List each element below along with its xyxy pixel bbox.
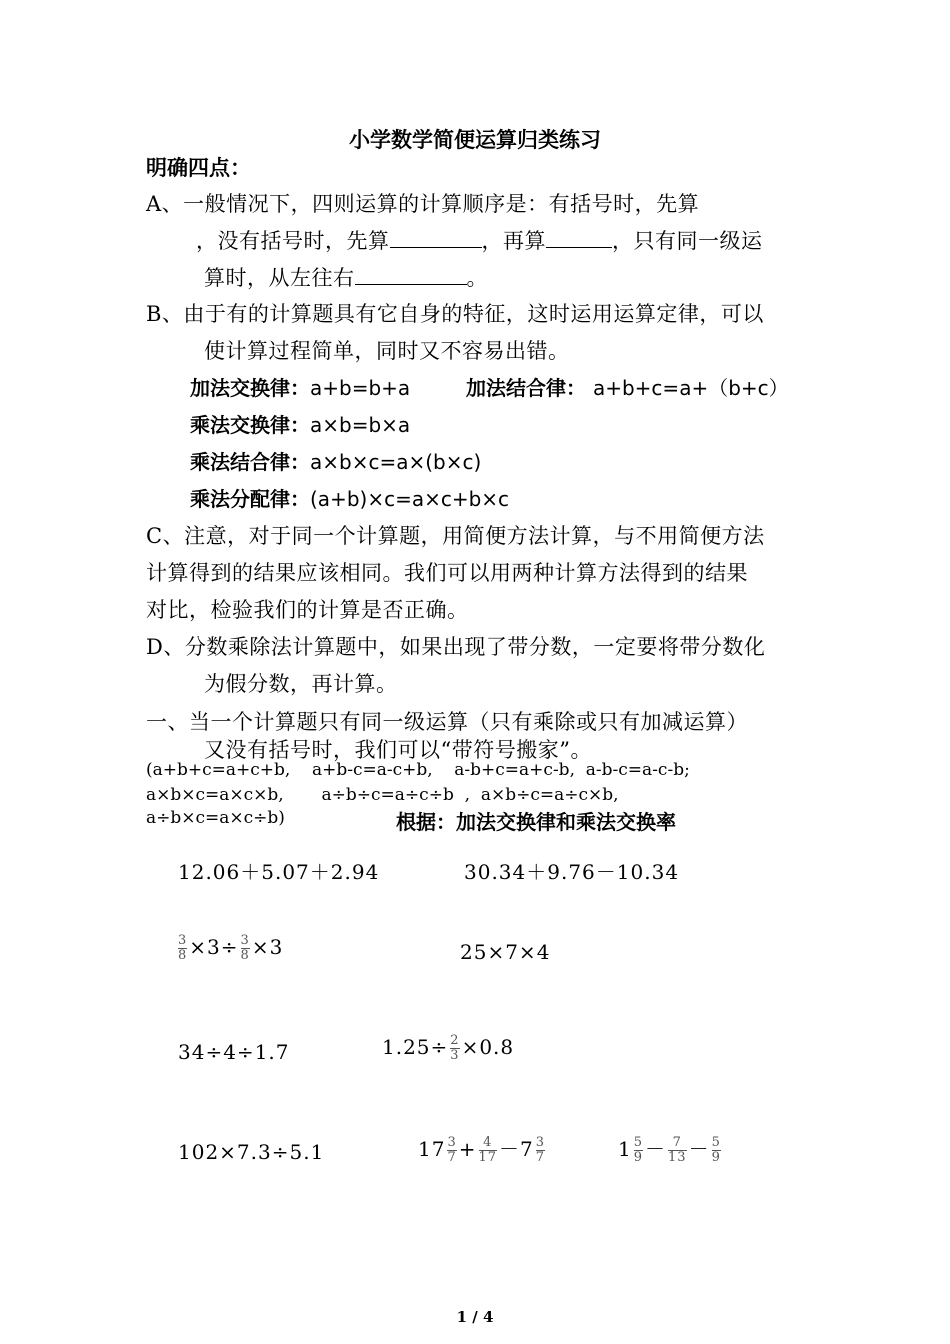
- fraction-numerator: 2: [450, 1033, 460, 1048]
- fraction-denominator: 8: [178, 948, 188, 963]
- point-a-text: ，没有括号时，先算: [196, 229, 390, 253]
- law-expression: (a+b)×c=a×c+b×c: [310, 487, 510, 511]
- fraction: [479, 1136, 498, 1165]
- fraction-numerator: 7: [672, 1135, 682, 1150]
- point-a-text: 。: [466, 266, 488, 290]
- fill-blank[interactable]: [546, 227, 612, 248]
- point-d-line2: 为假分数，再计算。: [204, 672, 398, 696]
- point-a-line1: A、一般情况下，四则运算的计算顺序是：有括号时，先算: [146, 192, 700, 216]
- law-label: 乘法分配律：: [190, 487, 310, 511]
- law-expression: a+b+c=a+（b+c）: [592, 376, 789, 400]
- fraction: [241, 934, 250, 963]
- exercise-4: 25×7×4: [460, 940, 551, 964]
- fraction-denominator: 13: [668, 1150, 687, 1165]
- section1-line2: 又没有括号时，我们可以“带符号搬家”。: [204, 738, 592, 762]
- fraction-denominator: 17: [478, 1150, 498, 1165]
- point-d-line1: D、分数乘除法计算题中，如果出现了带分数，一定要将带分数化: [146, 635, 766, 659]
- exercise-text: 1.25÷: [382, 1035, 449, 1059]
- point-a-line3: [204, 262, 488, 292]
- exercise-1: 12.06＋5.07＋2.94: [178, 860, 380, 884]
- exercise-text: －: [688, 1137, 710, 1161]
- exercise-text: 1: [618, 1137, 632, 1161]
- exercise-text: ×3÷: [189, 935, 239, 959]
- section1-rule1: (a+b+c=a+c+b, a+b-c=a-c+b, a-b+c=a+c-b, a-b-c=a-c-b;: [146, 760, 690, 780]
- exercise-6: [382, 1034, 514, 1063]
- fraction: [668, 1136, 687, 1165]
- fraction-numerator: 3: [240, 933, 250, 948]
- point-a-line2: [196, 225, 763, 255]
- fraction-denominator: 9: [633, 1150, 644, 1165]
- exercise-8: [418, 1133, 547, 1165]
- page-number: 1 / 4: [456, 1308, 494, 1326]
- page-title: 小学数学简便运算归类练习: [349, 127, 601, 152]
- law-label: 乘法交换律：: [190, 413, 310, 437]
- section-heading: 明确四点：: [146, 155, 251, 180]
- exercise-9: [618, 1133, 723, 1165]
- law-expression: a+b=b+a: [310, 376, 411, 400]
- fraction-denominator: 9: [711, 1150, 721, 1165]
- fraction-numerator: 5: [711, 1135, 721, 1150]
- fraction-numerator: 4: [483, 1135, 493, 1150]
- fraction-denominator: 3: [450, 1048, 460, 1063]
- section1-rule2: a×b×c=a×c×b, a÷b÷c=a÷c÷b , a×b÷c=a÷c×b,: [146, 785, 619, 805]
- point-a-text: ，只有同一级运: [612, 229, 763, 253]
- fraction: [712, 1136, 721, 1165]
- law-label: 乘法结合律：: [190, 450, 310, 474]
- fraction-denominator: 8: [240, 948, 250, 963]
- fraction: [450, 1034, 459, 1063]
- fill-blank[interactable]: [355, 264, 467, 285]
- exercise-text: ×0.8: [461, 1035, 515, 1059]
- fraction: [178, 934, 187, 963]
- point-b-line2: 使计算过程简单，同时又不容易出错。: [204, 339, 570, 363]
- point-a-text: 算时，从左往右: [204, 266, 355, 290]
- law-expression: a×b×c=a×(b×c): [310, 450, 482, 474]
- exercise-text: －: [645, 1137, 667, 1161]
- point-b-line1: B、由于有的计算题具有它自身的特征，这时运用运算定律，可以: [146, 302, 764, 326]
- fraction: [634, 1136, 643, 1165]
- law-mul-associative: [190, 446, 481, 475]
- exercise-7: 102×7.3÷5.1: [178, 1140, 325, 1164]
- law-add-associative: [466, 372, 789, 401]
- law-distributive: [190, 483, 509, 512]
- exercise-text: +: [458, 1137, 477, 1161]
- fraction-numerator: 3: [178, 933, 188, 948]
- section1-basis: 根据：加法交换律和乘法交换率: [396, 810, 676, 834]
- exercise-2: 30.34＋9.76－10.34: [464, 860, 680, 884]
- exercise-text: －7: [499, 1137, 534, 1161]
- fraction: [447, 1136, 456, 1165]
- point-a-text: ，再算: [481, 229, 546, 253]
- exercise-text: 17: [418, 1137, 446, 1161]
- section1-line1: 一、当一个计算题只有同一级运算（只有乘除或只有加减运算）: [146, 710, 748, 734]
- exercise-3: [176, 934, 283, 963]
- law-expression: a×b=b×a: [310, 413, 411, 437]
- fraction-numerator: 5: [633, 1135, 644, 1150]
- fraction: [536, 1136, 545, 1165]
- fraction-denominator: 7: [447, 1150, 457, 1165]
- law-label: 加法交换律：: [190, 376, 310, 400]
- exercise-5: 34÷4÷1.7: [178, 1040, 290, 1064]
- law-add-commutative: [190, 372, 410, 401]
- fill-blank[interactable]: [390, 227, 482, 248]
- fraction-numerator: 3: [535, 1135, 546, 1150]
- point-c-line2: 计算得到的结果应该相同。我们可以用两种计算方法得到的结果: [146, 561, 748, 585]
- point-c-line3: 对比，检验我们的计算是否正确。: [146, 598, 469, 622]
- exercise-text: ×3: [251, 935, 284, 959]
- law-label: 加法结合律：: [466, 376, 586, 400]
- fraction-denominator: 7: [535, 1150, 546, 1165]
- law-mul-commutative: [190, 409, 410, 438]
- point-c-line1: C、注意，对于同一个计算题，用简便方法计算，与不用简便方法: [146, 524, 765, 548]
- section1-rule3: a÷b×c=a×c÷b): [146, 808, 285, 828]
- fraction-numerator: 3: [447, 1135, 457, 1150]
